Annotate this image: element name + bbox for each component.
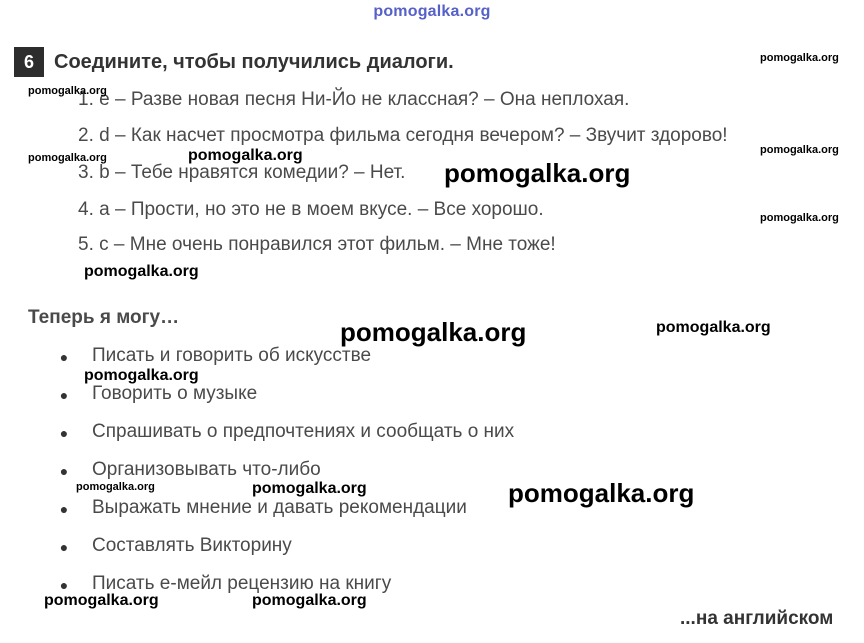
bullet-icon: ● xyxy=(59,577,69,593)
exercise-number-badge: 6 xyxy=(14,47,44,77)
skill-item: Организовывать что-либо xyxy=(92,459,321,480)
watermark: pomogalka.org xyxy=(76,481,155,493)
bullet-icon: ● xyxy=(59,387,69,403)
watermark: pomogalka.org xyxy=(508,478,695,508)
watermark: pomogalka.org xyxy=(656,319,771,336)
answer-line: 2. d – Как насчет просмотра фильма сегодня вечером? – Звучит здорово! xyxy=(78,125,728,146)
skill-item: Составлять Викторину xyxy=(92,535,292,556)
watermark: pomogalka.org xyxy=(340,317,527,347)
watermark: pomogalka.org xyxy=(84,263,199,280)
bullet-icon: ● xyxy=(59,501,69,517)
answer-line: 3. b – Тебе нравятся комедии? – Нет. xyxy=(78,162,406,183)
bullet-icon: ● xyxy=(59,539,69,555)
answer-line: 4. a – Прости, но это не в моем вкусе. – Все хорошо. xyxy=(78,199,544,220)
watermark: pomogalka.org xyxy=(760,212,839,224)
bullet-icon: ● xyxy=(59,463,69,479)
watermark: pomogalka.org xyxy=(252,480,367,497)
watermark: pomogalka.org xyxy=(760,144,839,156)
footer-note: ...на английском xyxy=(680,608,834,629)
skill-item: Выражать мнение и давать рекомендации xyxy=(92,497,467,518)
skill-item: Спрашивать о предпочтениях и сообщать о них xyxy=(92,421,515,442)
skill-item: Говорить о музыке xyxy=(92,383,258,404)
section-title: Теперь я могу… xyxy=(28,307,180,328)
answer-line: 5. c – Мне очень понравился этот фильм. – Мне тоже! xyxy=(78,234,556,255)
watermark: pomogalka.org xyxy=(28,152,107,164)
watermark: pomogalka.org xyxy=(84,367,199,384)
skill-item: Писать е-мейл рецензию на книгу xyxy=(92,573,392,594)
site-logo[interactable]: pomogalka.org xyxy=(373,3,491,20)
exercise-title: Соедините, чтобы получились диалоги. xyxy=(54,51,454,73)
bullet-icon: ● xyxy=(59,349,69,365)
watermark: pomogalka.org xyxy=(760,52,839,64)
answer-line: 1. e – Разве новая песня Ни-Йо не классная? – Она неплохая. xyxy=(78,89,630,110)
skill-item: Писать и говорить об искусстве xyxy=(92,345,372,366)
watermark: pomogalka.org xyxy=(28,85,107,97)
watermark: pomogalka.org xyxy=(44,592,159,609)
watermark: pomogalka.org xyxy=(444,158,631,188)
bullet-icon: ● xyxy=(59,425,69,441)
watermark: pomogalka.org xyxy=(252,592,367,609)
watermark: pomogalka.org xyxy=(188,147,303,164)
